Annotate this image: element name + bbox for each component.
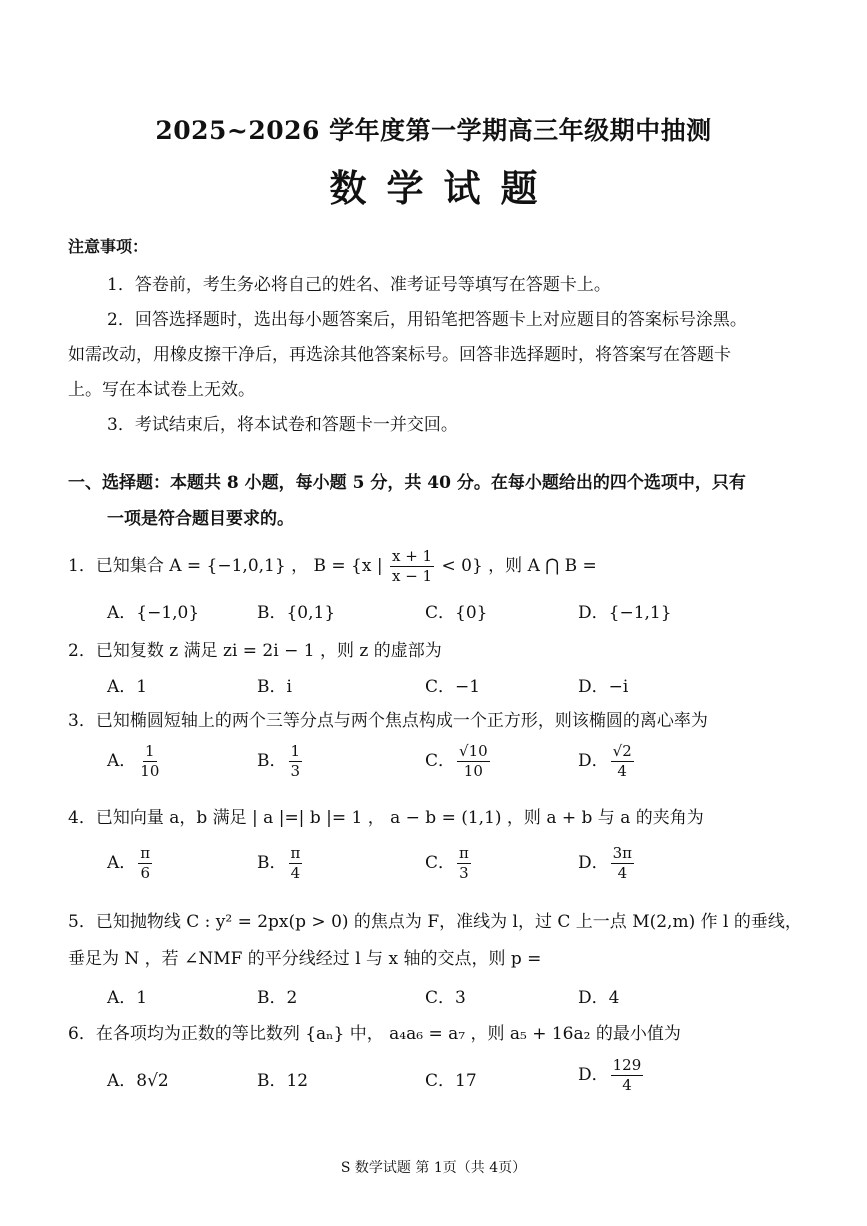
option-fraction <box>611 1056 644 1095</box>
option-fraction <box>289 742 303 781</box>
notice-item-2-cont: 如需改动，用橡皮擦干净后，再选涂其他答案标号。回答非选择题时，将答案写在答题卡 <box>68 345 731 365</box>
fraction-denominator: 3 <box>459 863 469 882</box>
notice-item-1: 1．答卷前，考生务必将自己的姓名、准考证号等填写在答题卡上。 <box>107 275 611 295</box>
fraction-denominator: 4 <box>622 1075 632 1094</box>
page-footer: S 数学试题 第 1页（共 4页） <box>340 1160 527 1176</box>
option-label: A． <box>107 750 137 771</box>
q4-option-c <box>425 844 473 883</box>
fraction-denominator: 4 <box>617 863 628 882</box>
q1-option-c: C．{0} <box>425 603 488 623</box>
fraction-numerator: 1 <box>145 742 155 760</box>
option-fraction <box>289 844 303 883</box>
fraction-numerator: π <box>140 844 151 862</box>
q1-option-b: B．{0,1} <box>257 603 336 623</box>
question-6: 6．在各项均为正数的等比数列 {aₙ} 中， a₄a₆ = a₇ ，则 a₅ + 16a₂ 的最小值为 <box>68 1024 681 1044</box>
option-label: C． <box>425 750 456 771</box>
option-fraction <box>138 844 152 883</box>
q2-option-c: C．−1 <box>425 677 481 697</box>
q1-option-d: D．{−1,1} <box>578 603 672 623</box>
fraction-denominator: 10 <box>140 761 160 780</box>
option-fraction <box>611 844 634 883</box>
question-1-fraction <box>390 547 434 586</box>
q5-option-b: B．2 <box>257 988 298 1008</box>
q2-option-d: D．−i <box>578 677 629 697</box>
q3-option-b <box>257 742 304 781</box>
exam-title: 2025~2026 学年度第一学期高三年级期中抽测 <box>155 116 712 145</box>
subject-title: 数学试题 <box>329 166 558 210</box>
q2-option-b: B．i <box>257 677 292 697</box>
section-heading: 一、选择题：本题共 8 小题，每小题 5 分，共 40 分。在每小题给出的四个选项中，只有 <box>68 473 746 493</box>
fraction-numerator: √10 <box>459 742 488 760</box>
q6-option-c: C．17 <box>425 1071 477 1091</box>
notice-item-2-cont2: 上。写在本试卷上无效。 <box>68 380 255 400</box>
q6-option-b: B．12 <box>257 1071 309 1091</box>
option-label: D． <box>578 852 609 873</box>
question-3: 3．已知椭圆短轴上的两个三等分点与两个焦点构成一个正方形，则该椭圆的离心率为 <box>68 711 708 731</box>
fraction-numerator: π <box>290 844 301 862</box>
option-label: A． <box>107 852 137 873</box>
option-label: B． <box>257 852 287 873</box>
q6-option-a: A．8√2 <box>107 1071 169 1091</box>
fraction-denominator: 3 <box>290 761 301 780</box>
section-heading-cont: 一项是符合题目要求的。 <box>107 509 294 529</box>
q5-option-c: C．3 <box>425 988 466 1008</box>
option-fraction <box>138 742 161 781</box>
q4-option-a <box>107 844 154 883</box>
option-fraction <box>611 742 634 781</box>
q5-option-a: A．1 <box>107 988 148 1008</box>
fraction-denominator: x − 1 <box>391 566 433 585</box>
fraction-numerator: π <box>459 844 469 862</box>
fraction-numerator: 1 <box>290 742 301 760</box>
fraction-denominator: 10 <box>463 761 483 780</box>
fraction-numerator: 3π <box>612 844 633 862</box>
question-1-stem-b: < 0} ，则 A ⋂ B = <box>441 555 597 576</box>
question-1 <box>68 547 597 586</box>
notice-item-3: 3．考试结束后，将本试卷和答题卡一并交回。 <box>107 415 458 435</box>
q3-option-c <box>425 742 492 781</box>
q5-option-d: D．4 <box>578 988 620 1008</box>
option-label: D． <box>578 1064 609 1085</box>
q4-option-b <box>257 844 304 883</box>
q3-option-a <box>107 742 163 781</box>
q6-option-d <box>578 1056 645 1095</box>
fraction-numerator: √2 <box>612 742 632 760</box>
option-label: B． <box>257 750 287 771</box>
fraction-numerator: 129 <box>612 1056 642 1074</box>
question-4: 4．已知向量 a，b 满足 | a |=| b |= 1 ， a − b = (1,1) ，则 a + b 与 a 的夹角为 <box>68 808 704 828</box>
fraction-denominator: 6 <box>140 863 150 882</box>
notice-heading: 注意事项： <box>68 237 149 256</box>
q2-option-a: A．1 <box>107 677 148 697</box>
option-fraction <box>457 742 490 781</box>
fraction-denominator: 4 <box>617 761 627 780</box>
fraction-numerator: x + 1 <box>391 547 433 565</box>
question-2: 2．已知复数 z 满足 zi = 2i − 1 ，则 z 的虚部为 <box>68 641 442 661</box>
q3-option-d <box>578 742 636 781</box>
question-5-cont: 垂足为 N ，若 ∠NMF 的平分线经过 l 与 x 轴的交点，则 p = <box>68 949 542 969</box>
option-label: C． <box>425 852 456 873</box>
question-5: 5．已知抛物线 C : y² = 2px(p > 0) 的焦点为 F，准线为 l，过 C 上一点 M(2,m) 作 l 的垂线， <box>68 912 802 932</box>
q4-option-d <box>578 844 636 883</box>
question-1-stem-a: 1．已知集合 A = {−1,0,1} ， B = {x | <box>68 555 383 576</box>
fraction-denominator: 4 <box>290 863 301 882</box>
option-label: D． <box>578 750 609 771</box>
option-fraction <box>457 844 471 883</box>
q1-option-a: A．{−1,0} <box>107 603 200 623</box>
notice-item-2: 2．回答选择题时，选出每小题答案后，用铅笔把答题卡上对应题目的答案标号涂黑。 <box>107 310 747 330</box>
